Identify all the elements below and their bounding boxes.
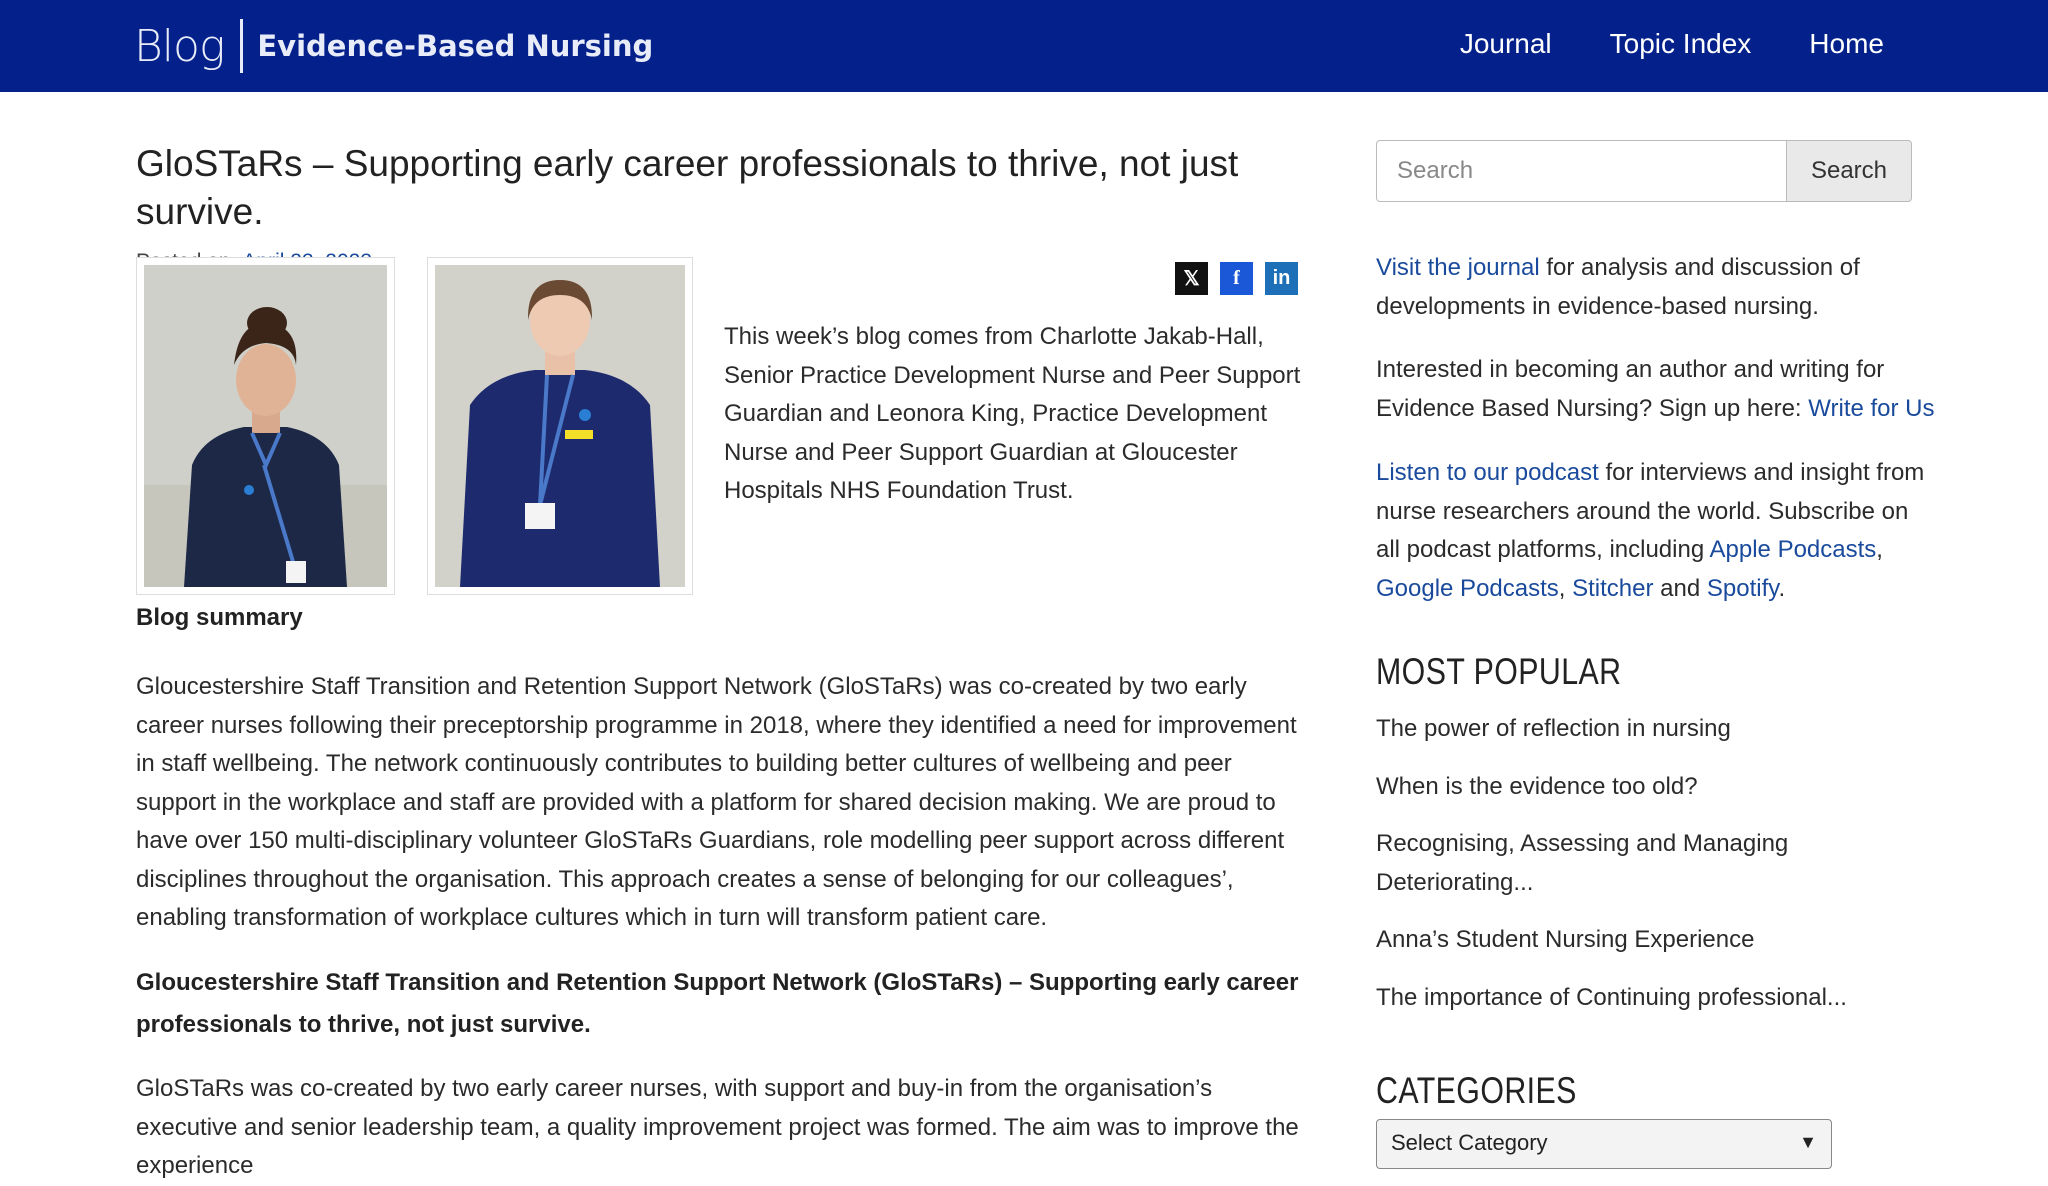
blog-summary-label: Blog summary: [136, 604, 303, 631]
google-podcasts-link[interactable]: Google Podcasts: [1376, 574, 1559, 602]
author-photo-2: [427, 257, 693, 595]
popular-item[interactable]: When is the evidence too old?: [1376, 772, 1698, 800]
chevron-down-icon: ▼: [1799, 1132, 1817, 1152]
categories-title: CATEGORIES: [1376, 1070, 1577, 1111]
popular-item[interactable]: Anna’s Student Nursing Experience: [1376, 926, 1755, 953]
section-heading: Gloucestershire Staff Transition and Retention Support Network (GloSTaRs) – Supporting early career professionals to thrive, not just survive.: [136, 969, 1299, 1038]
search-button[interactable]: Search: [1786, 140, 1912, 202]
logo-blog-text: Blog: [134, 20, 225, 72]
logo-title: Evidence-Based Nursing: [257, 29, 654, 63]
main-nav: [1460, 28, 1884, 60]
nav-topic-index[interactable]: Topic Index: [1609, 28, 1752, 59]
most-popular-title: MOST POPULAR: [1376, 651, 1622, 692]
body-paragraph: GloSTaRs was co-created by two early career nurses, with support and buy-in from the organisation’s executive and senior leadership team, a quality improvement project was formed. The aim was to improve the experience: [136, 1075, 1299, 1179]
nav-home[interactable]: Home: [1809, 28, 1884, 59]
author-photo-1: [136, 257, 395, 595]
search-input[interactable]: [1376, 140, 1786, 202]
visit-journal-text: [1376, 249, 1936, 326]
popular-item[interactable]: The power of reflection in nursing: [1376, 715, 1731, 742]
share-buttons: [1175, 262, 1298, 295]
author-invite-text: [1376, 351, 1936, 428]
post-intro: This week’s blog comes from Charlotte Jakab-Hall, Senior Practice Development Nurse and Peer Support Guardian and Leonora King, Practice Development Nurse and Peer Support Guardian at Gloucester Hospitals NHS Foundation Trust.: [724, 323, 1301, 504]
spotify-link[interactable]: Spotify: [1706, 574, 1779, 602]
most-popular-list: [1376, 710, 1916, 1036]
popular-item[interactable]: The importance of Continuing professional...: [1376, 983, 1847, 1011]
photo-leonora: [435, 265, 685, 587]
podcast-text: Listen to our podcast for interviews and insight from nurse researchers around the world. Subscribe on all podcast platforms, including Apple Podcasts, Google Podcasts, Stitcher and Spotify.: [1376, 459, 1925, 602]
visit-journal-link[interactable]: Visit the journal: [1376, 254, 1540, 281]
site-header: [0, 0, 2048, 92]
apple-podcasts-link[interactable]: Apple Podcasts: [1709, 536, 1877, 563]
photo-charlotte: [144, 265, 387, 587]
category-select-value: Select Category: [1391, 1130, 1548, 1155]
x-icon[interactable]: 𝕏: [1175, 262, 1208, 295]
popular-item[interactable]: Recognising, Assessing and Managing Deteriorating...: [1376, 830, 1789, 896]
facebook-icon[interactable]: f: [1220, 262, 1253, 295]
linkedin-icon[interactable]: in: [1265, 262, 1298, 295]
write-for-us-link[interactable]: Write for Us: [1808, 394, 1935, 422]
search-form: [1376, 140, 1912, 202]
post-title: GloSTaRs – Supporting early career professionals to thrive, not just survive.: [136, 143, 1239, 232]
article-header: [136, 140, 1306, 274]
podcast-link[interactable]: Listen to our podcast: [1376, 459, 1599, 486]
logo-divider: [240, 19, 243, 73]
nav-journal[interactable]: Journal: [1459, 28, 1552, 59]
site-logo[interactable]: [134, 18, 653, 74]
visit-journal-rest: for analysis and discussion of developments in evidence-based nursing.: [1376, 254, 1860, 320]
author-invite-body: Interested in becoming an author and writing for Evidence Based Nursing? Sign up here:: [1376, 356, 1885, 422]
category-select[interactable]: [1376, 1119, 1832, 1169]
podcast-body: for interviews and insight from nurse researchers around the world. Subscribe on all podcast platforms, including: [1376, 459, 1925, 563]
stitcher-link[interactable]: Stitcher: [1572, 574, 1654, 602]
summary-paragraph: Gloucestershire Staff Transition and Retention Support Network (GloSTaRs) was co-created by two early career nurses following their preceptorship programme in 2018, where they identified a need for improvement in staff wellbeing. The network continuously contributes to building better cultures of wellbeing and peer support in the workplace and staff are provided with a platform for shared decision making. We are proud to have over 150 multi-disciplinary volunteer GloSTaRs Guardians, role modelling peer support across different disciplines throughout the organisation. This approach creates a sense of belonging for our colleagues’, enabling transformation of workplace cultures which in turn will transform patient care.: [136, 673, 1297, 931]
podcast-and: and: [1653, 574, 1707, 602]
